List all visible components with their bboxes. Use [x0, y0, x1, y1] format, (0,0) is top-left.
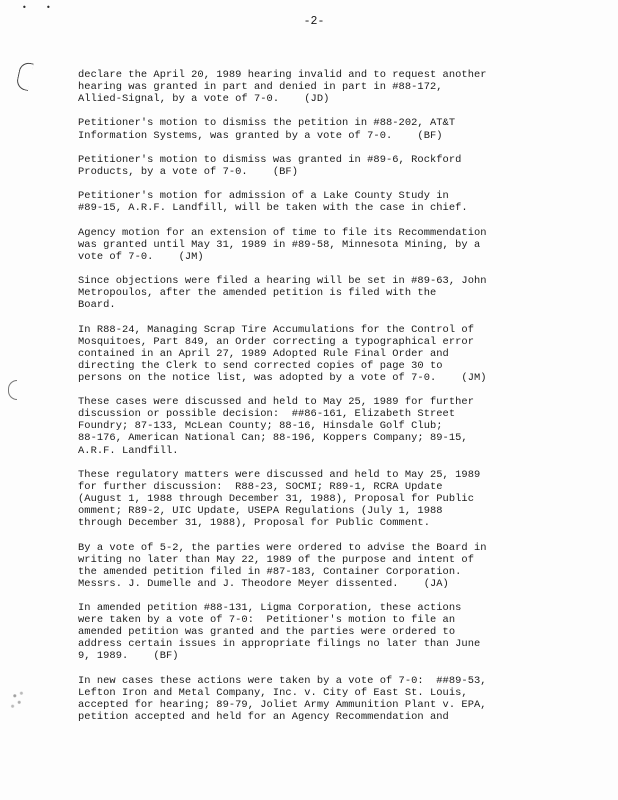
- text-line: Foundry; 87-133, McLean County; 88-16, Hinsdale Golf Club;: [78, 420, 443, 433]
- text-line: #89-15, A.R.F. Landfill, will be taken with the case in chief.: [78, 202, 468, 215]
- text-line: vote of 7-0. (JM): [78, 250, 204, 263]
- text-line: Mosquitoes, Part 849, an Order correcting a typographical error: [78, 335, 474, 348]
- text-line: Lefton Iron and Metal Company, Inc. v. City of East St. Louis,: [78, 686, 468, 699]
- scan-speck: •: [22, 3, 27, 12]
- text-line: Metropoulos, after the amended petition is filed with the: [78, 287, 437, 300]
- text-line: A.R.F. Landfill.: [78, 444, 179, 457]
- text-line: contained in an April 27, 1989 Adopted Rule Final Order and: [78, 347, 449, 360]
- text-line: 88-176, American National Can; 88-196, Koppers Company; 89-15,: [78, 432, 468, 445]
- page-number: -2-: [303, 15, 325, 28]
- text-line: address certain issues in appropriate filings no later than June: [78, 638, 481, 651]
- text-line: Allied-Signal, by a vote of 7-0. (JD): [78, 93, 330, 106]
- paragraph: [78, 542, 558, 590]
- text-line: omment; R89-2, UIC Update, USEPA Regulations (July 1, 1988: [78, 505, 443, 518]
- punch-hole-mark: [15, 61, 34, 91]
- text-line: In R88-24, Managing Scrap Tire Accumulations for the Control of: [78, 323, 474, 336]
- text-line: Petitioner's motion for admission of a Lake County Study in: [78, 190, 449, 203]
- paragraph: [78, 275, 558, 311]
- text-line: By a vote of 5-2, the parties were ordered to advise the Board in: [78, 541, 487, 554]
- text-line: was granted until May 31, 1989 in #89-58, Minnesota Mining, by a: [78, 238, 481, 251]
- text-line: Information Systems, was granted by a vote of 7-0. (BF): [78, 129, 443, 142]
- paragraph: [78, 602, 558, 662]
- text-line: directing the Clerk to send corrected copies of page 30 to: [78, 359, 443, 372]
- text-line: hearing was granted in part and denied in part in #88-172,: [78, 81, 443, 94]
- document-body: [78, 69, 558, 735]
- text-line: declare the April 20, 1989 hearing invalid and to request another: [78, 69, 487, 81]
- punch-hole-mark: [8, 380, 17, 400]
- paragraph: [78, 469, 558, 529]
- text-line: Petitioner's motion to dismiss was granted in #89-6, Rockford: [78, 153, 462, 166]
- text-line: 9, 1989. (BF): [78, 650, 179, 663]
- text-line: amended petition was granted and the parties were ordered to: [78, 626, 456, 639]
- text-line: accepted for hearing; 89-79, Joliet Army Ammunition Plant v. EPA,: [78, 698, 487, 711]
- text-line: These regulatory matters were discussed and held to May 25, 1989: [78, 468, 481, 481]
- paragraph: [78, 69, 558, 105]
- text-line: In new cases these actions were taken by a vote of 7-0: ##89-53,: [78, 674, 487, 687]
- text-line: petition accepted and held for an Agency Recommendation and: [78, 711, 449, 723]
- text-line: writing no later than May 22, 1989 of the purpose and intent of: [78, 553, 474, 566]
- text-line: persons on the notice list, was adopted by a vote of 7-0. (JM): [78, 371, 487, 384]
- paragraph: [78, 154, 558, 178]
- text-line: were taken by a vote of 7-0: Petitioner's motion to file an: [78, 614, 456, 627]
- scan-smudge: [6, 688, 28, 714]
- text-line: for further discussion: R88-23, SOCMI; R89-1, RCRA Update: [78, 480, 443, 493]
- paragraph: [78, 324, 558, 384]
- scan-speck: •: [46, 3, 51, 12]
- paragraph: [78, 227, 558, 263]
- text-line: These cases were discussed and held to May 25, 1989 for further: [78, 396, 474, 409]
- text-line: Messrs. J. Dumelle and J. Theodore Meyer dissented. (JA): [78, 577, 449, 590]
- text-line: Products, by a vote of 7-0. (BF): [78, 165, 298, 178]
- text-line: through December 31, 1988), Proposal for Public Comment.: [78, 517, 430, 530]
- text-line: Board.: [78, 299, 116, 312]
- text-line: discussion or possible decision: ##86-161, Elizabeth Street: [78, 408, 456, 421]
- text-line: the amended petition filed in #87-183, Container Corporation.: [78, 565, 462, 578]
- text-line: (August 1, 1988 through December 31, 1988), Proposal for Public: [78, 493, 474, 506]
- paragraph: [78, 117, 558, 141]
- paragraph: [78, 190, 558, 214]
- text-line: Petitioner's motion to dismiss the petition in #88-202, AT&T: [78, 117, 456, 130]
- text-line: Agency motion for an extension of time to file its Recommendation: [78, 226, 487, 239]
- text-line: Since objections were filed a hearing will be set in #89-63, John: [78, 275, 487, 288]
- text-line: In amended petition #88-131, Ligma Corporation, these actions: [78, 602, 462, 615]
- paragraph: [78, 675, 558, 723]
- paragraph: [78, 396, 558, 456]
